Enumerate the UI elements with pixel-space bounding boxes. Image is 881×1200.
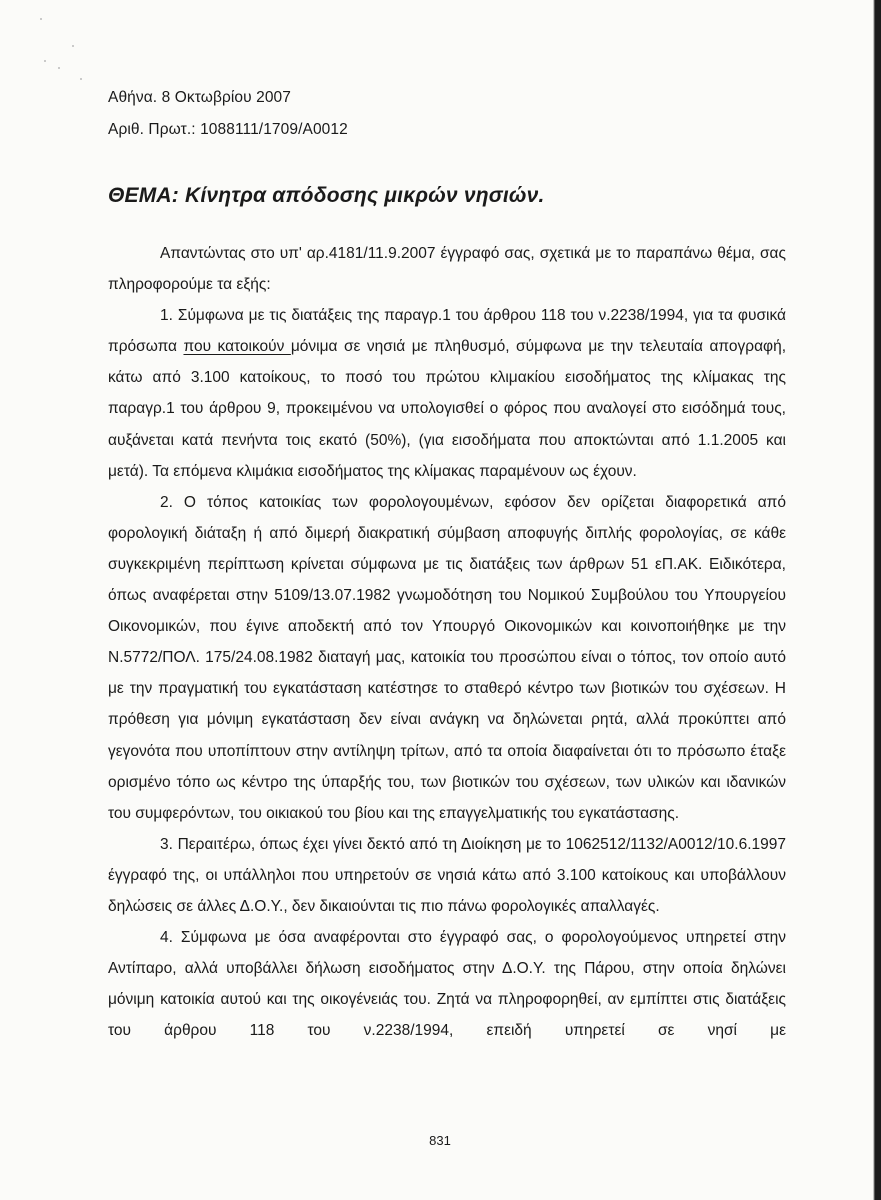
document-date: Αθήνα. 8 Οκτωβρίου 2007 xyxy=(108,89,292,106)
document-subject: ΘΕΜΑ: Κίνητρα απόδοσης μικρών νησιών. xyxy=(108,184,545,207)
page-number: 831 xyxy=(429,1133,451,1148)
scan-border-edge xyxy=(861,0,881,1200)
paragraph-4: 4. Σύμφωνα με όσα αναφέρονται στο έγγραφό σας, ο φορολογούμενος υπηρετεί στην Αντίπαρο, αλλά υποβάλλει δήλωση εισοδήματος στην Δ.Ο.Υ. της Πάρου, στην οποία δηλώνει μόνιμη κατοικία αυτού και της οικογένειάς του. Ζητά να πληροφορηθεί, αν εμπίπτει στις διατάξεις του άρθρου 118 του ν.2238/1994, επειδή υπηρετεί σε νησί με xyxy=(108,929,786,1040)
paragraph-1-text-b: μόνιμα σε νησιά με πληθυσμό, σύμφωνα με την τελευταία απογραφή, κάτω από 3.100 κατοίκους, το ποσό του πρώτου κλιμακίου εισοδήματος της κλίμακας της παραγρ.1 του άρθρου 9, προκειμένου να υπολογισθεί ο φόρος που αναλογεί στο εισόδημά τους, αυξάνεται κατά πενήντα τοις εκατό (50%), (για εισοδήματα που αποκτώνται από 1.1.2005 και μετά). Τα επόμενα κλιμάκια εισοδήματος της κλίμακας παραμένουν ως έχουν. xyxy=(108,338,787,480)
paragraph-1 xyxy=(108,300,786,487)
underlined-phrase: που κατοικούν xyxy=(183,338,291,356)
protocol-number: Αριθ. Πρωτ.: 1088111/1709/Α0012 xyxy=(108,121,348,138)
intro-paragraph: Απαντώντας στο υπ' αρ.4181/11.9.2007 έγγραφό σας, σχετικά με το παραπάνω θέμα, σας πληροφορούμε τα εξής: xyxy=(108,245,786,294)
document-body xyxy=(108,238,786,1046)
paragraph-3: 3. Περαιτέρω, όπως έχει γίνει δεκτό από τη Διοίκηση με το 1062512/1132/Α0012/10.6.1997 έγγραφό της, οι υπάλληλοι που υπηρετούν σε νησιά κάτω από 3.100 κατοίκους και υποβάλλουν δηλώσεις σε άλλες Δ.Ο.Υ., δεν δικαιούνται τις πιο πάνω φορολογικές απαλλαγές. xyxy=(108,835,786,915)
paragraph-2: 2. Ο τόπος κατοικίας των φορολογουμένων, εφόσον δεν ορίζεται διαφορετικά από φορολογική διάταξη ή από διμερή διακρατική σύμβαση αποφυγής διπλής φορολογίας, σε κάθε συγκεκριμένη περίπτωση κρίνεται σύμφωνα με τις διατάξεις των άρθρων 51 εΠ.ΑΚ. Ειδικότερα, όπως αναφέρεται στην 5109/13.07.1982 γνωμοδότηση του Νομικού Συμβούλου του Υπουργείου Οικονομικών, που έγινε αποδεκτή από τον Υπουργό Οικονομικών και κοινοποιήθηκε με την Ν.5772/ΠΟΛ. 175/24.08.1982 διαταγή μας, κατοικία του προσώπου είναι ο τόπος, τον οποίο αυτό με την πραγματική του εγκατάσταση κατέστησε το σταθερό κέντρο των βιοτικών του σχέσεων. Η πρόθεση για μόνιμη εγκατάσταση δεν είναι ανάγκη να δηλώνεται ρητά, αλλά προκύπτει από γεγονότα που υποπίπτουν στην αντίληψη τρίτων, από τα οποία διαφαίνεται ότι το πρόσωπο έταξε ορισμένο τόπο ως κέντρο της ύπαρξής του, των βιοτικών του σχέσεων, των υλικών και ιδανικών του συμφερόντων, του οικιακού του βίου και της επαγγελματικής του εγκατάστασης. xyxy=(108,493,786,822)
paragraph-1-text-a: 1. Σύμφωνα με τις διατάξεις της παραγρ.1 του άρθρου 118 του ν.2238/1994, για τα φυσικά πρόσωπα xyxy=(108,307,786,356)
